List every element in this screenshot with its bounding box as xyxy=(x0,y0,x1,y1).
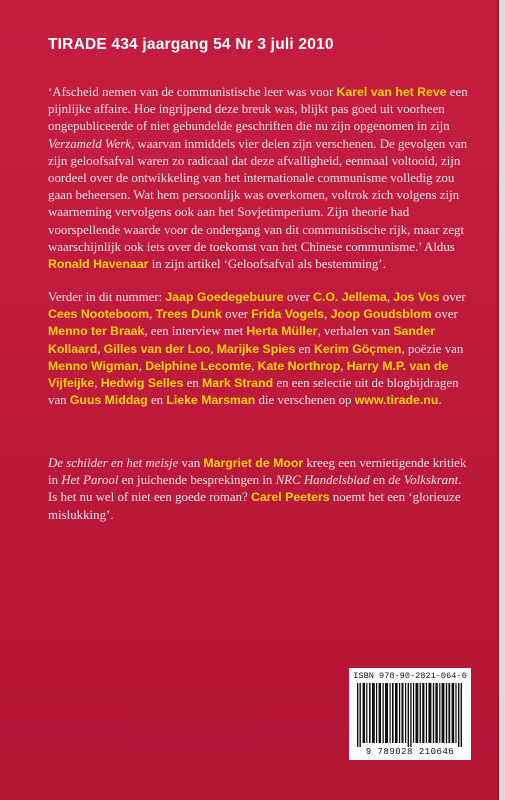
author-name: Menno Wigman xyxy=(48,358,139,373)
text: in zijn artikel ‘Geloofsafval als bestemming’. xyxy=(148,257,386,272)
barcode-icon xyxy=(355,683,465,747)
text: . xyxy=(438,393,442,408)
author-name: C.O. Jellema xyxy=(313,290,387,304)
author-name: Marijke Spies xyxy=(216,341,296,356)
author-name: Mark Strand xyxy=(202,376,274,391)
text: , een interview met xyxy=(144,324,247,339)
text: die verschenen op xyxy=(255,393,355,408)
author-name: Trees Dunk xyxy=(155,307,222,322)
text: noemt het een ‘glorieuze mislukking’. xyxy=(48,490,461,522)
author-name: Guus Middag xyxy=(69,393,148,408)
author-name: Hedwig Selles xyxy=(100,376,184,391)
text: over xyxy=(431,307,458,322)
barcode-label xyxy=(349,668,471,760)
author-name: Menno ter Braak xyxy=(48,324,145,339)
text: Verder in dit nummer: xyxy=(48,290,166,304)
text: en xyxy=(369,473,389,488)
text: en een selectie uit de blogbijdragen van xyxy=(48,376,459,408)
italic-title: Het Parool xyxy=(61,473,119,488)
barcode-digits: 9 789028 210646 xyxy=(365,747,455,757)
author-name: Sander Kollaard xyxy=(48,324,436,356)
text: ‘Afscheid nemen van de communistische leer was voor xyxy=(48,85,337,99)
text: kreeg een vernietigende kritiek in xyxy=(48,456,467,488)
italic-title: NRC Handelsblad xyxy=(275,473,370,488)
paragraph-contents xyxy=(48,289,468,409)
text: , poëzie van xyxy=(401,341,464,356)
author-name: Cees Nooteboom xyxy=(48,307,150,322)
author-name: Frida Vogels xyxy=(251,307,325,322)
text: , xyxy=(324,307,331,322)
text: en juichende besprekingen in xyxy=(118,473,276,488)
text: , xyxy=(94,376,101,391)
text: over xyxy=(283,290,314,304)
text: en xyxy=(183,376,203,391)
italic-title: Verzameld Werk xyxy=(48,136,131,151)
paragraph-de-moor xyxy=(48,455,468,524)
italic-title: de Volkskrant xyxy=(388,473,459,488)
author-name: Jos Vos xyxy=(393,290,440,304)
author-name: Harry M.P. van de Vijfeijke xyxy=(48,358,449,391)
text: een pijnlijke affaire. Hoe ingrijpend deze breuk was, blijkt pas goed uit voorheen ongepubliceerde of niet gebundelde geschriften die nu zijn opgenomen in zijn xyxy=(48,85,468,134)
author-name: Gilles van der Loo xyxy=(103,341,211,356)
text: , xyxy=(138,358,146,373)
text: . Is het nu wel of niet een goede roman? xyxy=(48,473,462,505)
text: , xyxy=(386,290,394,304)
text: , xyxy=(210,341,217,356)
text: , verhalen van xyxy=(317,324,394,339)
text: , waarvan inmiddels vier delen zijn verschenen. De gevolgen van zijn geloofsafval waren zo radicaal dat deze afvalligheid, eenmaal voltooid, zijn oordeel over de ontwikkeling van het internationale communisme volledig zou gaan beheersen. Wat hem persoonlijk was overkomen, voltrok zich volgens zijn waarneming vervolgens ook aan het Sovjetimperium. Zijn theorie had voorspellende waarde voor de ondergang van dit communistische rijk, maar zegt waarschijnlijk ook iets over de toekomst van het Chinese communisme.’ Aldus xyxy=(48,136,468,254)
text: van xyxy=(178,456,204,470)
isbn-text: ISBN 978-90-2821-064-6 xyxy=(353,671,467,681)
author-name: Lieke Marsman xyxy=(166,393,256,408)
author-name: Margriet de Moor xyxy=(203,456,304,470)
cover-edge xyxy=(499,0,505,800)
text: over xyxy=(221,307,252,322)
text: , xyxy=(251,358,258,373)
author-name: Herta Müller xyxy=(246,324,318,339)
website-link[interactable]: www.tirade.nu xyxy=(354,393,439,408)
author-name: Delphine Lecomte xyxy=(145,358,252,373)
author-name: Jaap Goedegebuure xyxy=(165,290,284,304)
text: en xyxy=(147,393,167,408)
author-name: Joop Goudsblom xyxy=(330,307,432,322)
text: , xyxy=(97,341,104,356)
text: over xyxy=(439,290,466,304)
text: en xyxy=(295,341,314,356)
author-name: Kerim Göçmen xyxy=(313,341,402,356)
author-name: Carel Peeters xyxy=(250,490,330,505)
italic-title: De schilder en het meisje xyxy=(48,456,179,470)
author-name: Karel van het Reve xyxy=(336,85,447,99)
text: , xyxy=(149,307,156,322)
paragraph-van-het-reve xyxy=(48,84,468,273)
author-name: Kate Northrop xyxy=(257,358,341,373)
author-name: Ronald Havenaar xyxy=(48,257,149,272)
masthead: TIRADE 434 jaargang 54 Nr 3 juli 2010 xyxy=(48,36,334,53)
text: , xyxy=(340,358,347,373)
